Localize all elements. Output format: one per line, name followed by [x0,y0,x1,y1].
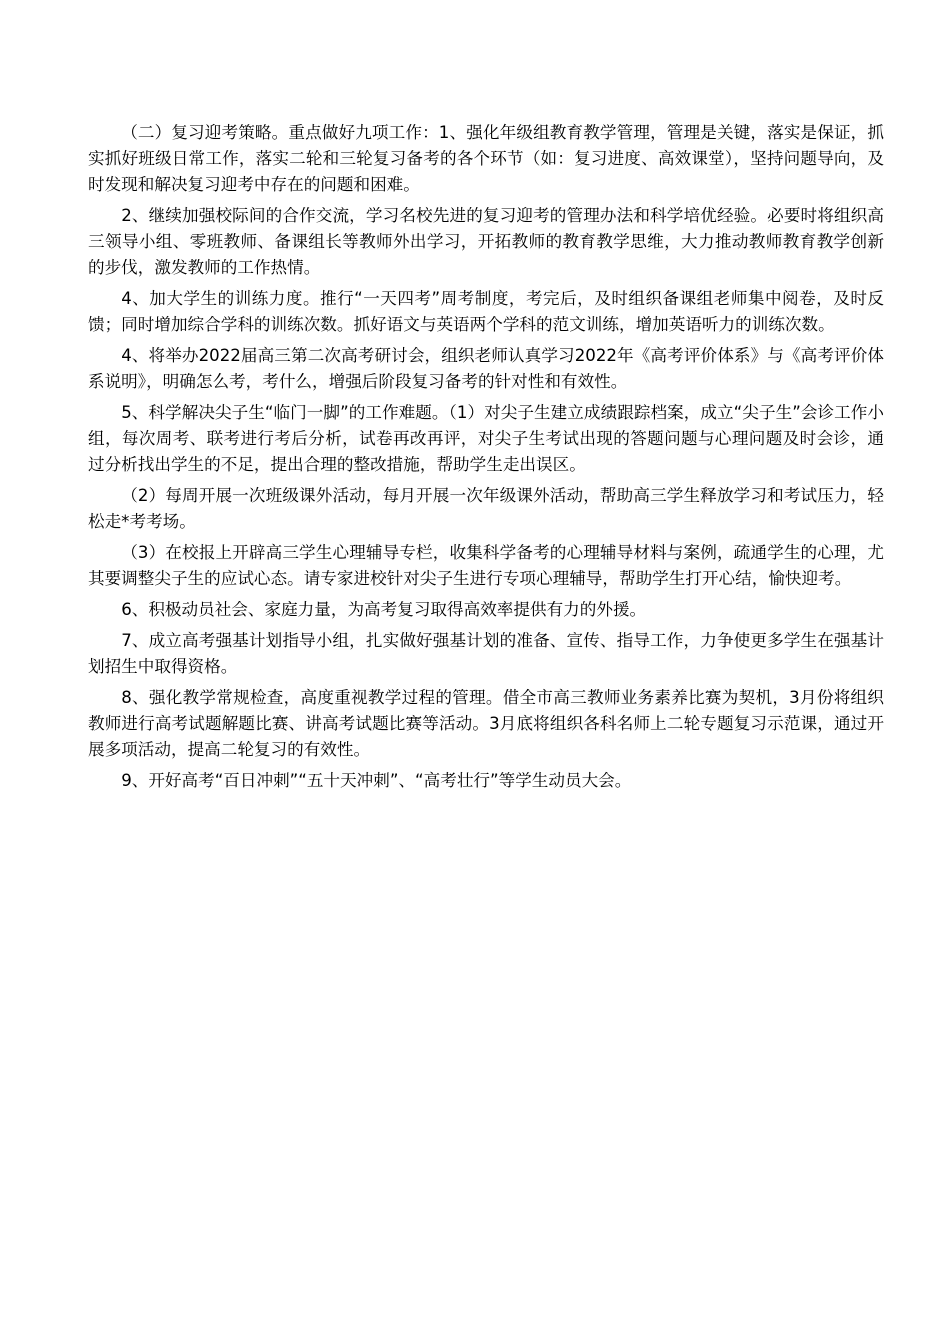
paragraph-top-students: 5、科学解决尖子生“临门一脚”的工作难题。（1）对尖子生建立成绩跟踪档案，成立“尖子生”会诊工作小组，每次周考、联考进行考后分析，试卷再改再评，对尖子生考试出现的答题问题与心理问题及时会诊，通过分析找出学生的不足，提出合理的整改措施，帮助学生走出误区。 [88,403,884,474]
paragraph-training-intensity: 4、加大学生的训练力度。推行“一天四考”周考制度，考完后，及时组织备课组老师集中阅卷，及时反馈；同时增加综合学科的训练次数。抓好语文与英语两个学科的范文训练，增加英语听力的训练次数。 [88,289,884,334]
paragraph-review-strategy: （二）复习迎考策略。重点做好九项工作：1、强化年级组教育教学管理，管理是关键，落实是保证，抓实抓好班级日常工作，落实二轮和三轮复习备考的各个环节（如：复习进度、高效课堂），坚持问题导向，及时发现和解决复习迎考中存在的问题和困难。 [88,123,884,194]
paragraph-extracurricular: （2）每周开展一次班级课外活动，每月开展一次年级课外活动，帮助高三学生释放学习和考试压力，轻松走*考考场。 [88,486,884,531]
paragraph-psychological-counseling: （3）在校报上开辟高三学生心理辅导专栏，收集科学备考的心理辅导材料与案例，疏通学生的心理，尤其要调整尖子生的应试心态。请专家进校针对尖子生进行专项心理辅导，帮助学生打开心结，愉快迎考。 [88,543,884,588]
paragraph-social-support: 6、积极动员社会、家庭力量，为高考复习取得高效率提供有力的外援。 [121,600,647,619]
paragraph-mobilization: 9、开好高考“百日冲刺”“五十天冲刺”、“高考壮行”等学生动员大会。 [121,771,632,790]
paragraph-strong-base-plan: 7、成立高考强基计划指导小组，扎实做好强基计划的准备、宣传、指导工作，力争使更多学生在强基计划招生中取得资格。 [88,631,884,676]
paragraph-teaching-inspection: 8、强化教学常规检查，高度重视教学过程的管理。借全市高三教师业务素养比赛为契机，3月份将组织教师进行高考试题解题比赛、讲高考试题比赛等活动。3月底将组织各科名师上二轮专题复习示范课，通过开展多项活动，提高二轮复习的有效性。 [88,688,884,759]
document-page [88,120,884,799]
paragraph-seminar: 4、将举办2022届高三第二次高考研讨会，组织老师认真学习2022年《高考评价体系》与《高考评价体系说明》，明确怎么考，考什么，增强后阶段复习备考的针对性和有效性。 [88,346,884,391]
paragraph-inter-school-exchange: 2、继续加强校际间的合作交流，学习名校先进的复习迎考的管理办法和科学培优经验。必要时将组织高三领导小组、零班教师、备课组长等教师外出学习，开拓教师的教育教学思维，大力推动教师教育教学创新的步伐，激发教师的工作热情。 [88,206,884,277]
